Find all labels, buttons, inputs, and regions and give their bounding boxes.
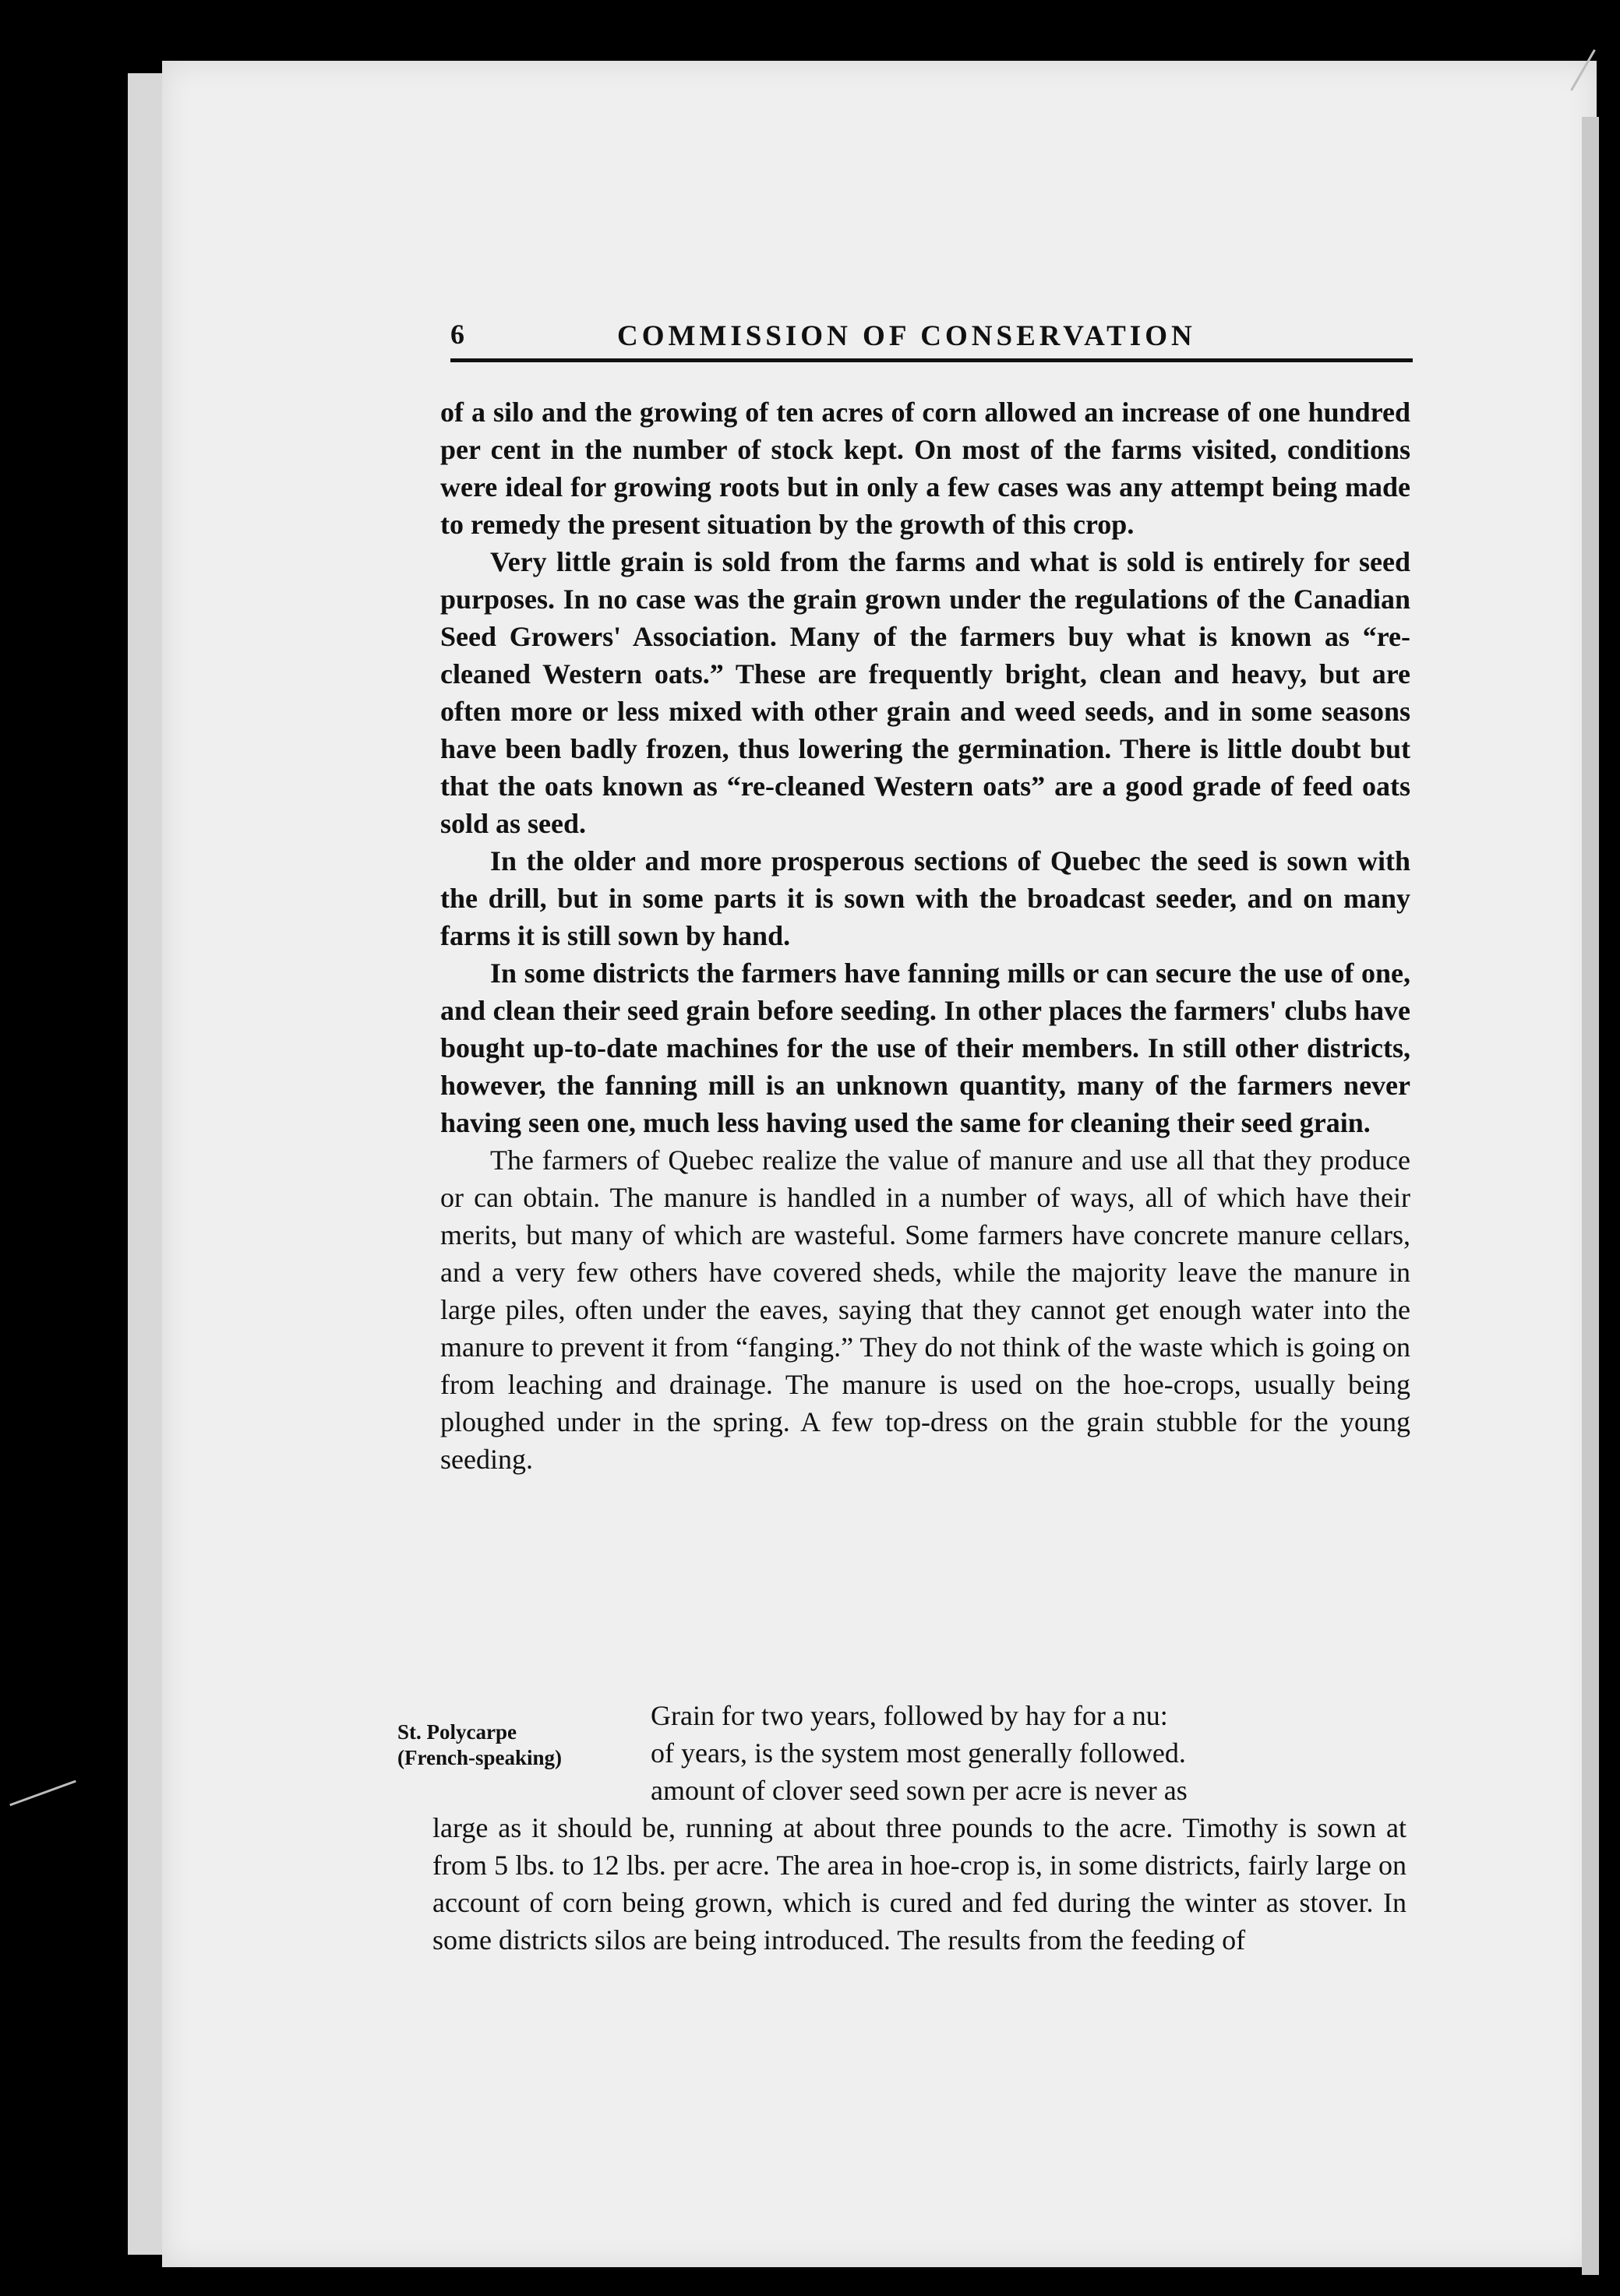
page-edge-left: [128, 73, 165, 2255]
paragraph: In some districts the farmers have fanning mills or can secure the use of one, and clean their seed grain before seeding. In other places the farmers' clubs have bought up-to-date machines for the use of their members. In still other districts, however, the fanning mill is an unknown quantity, many of the farmers never having seen one, much less having used the same for cleaning their seed grain.: [440, 958, 1410, 1138]
page-number: 6: [450, 319, 464, 350]
final-paragraph-line: Grain for two years, followed by hay for a nu:: [651, 1700, 1168, 1731]
paragraph: The farmers of Quebec realize the value of manure and use all that they produce or can obtain. The manure is handled in a number of ways, all of which have their merits, but many of which are wasteful. Some farmers have concrete manure cellars, and a very few others have covered sheds, while the majority leave the manure in large piles, often under the eaves, saying that they cannot get enough water into the manure to prevent it from “fanging.” They do not think of the waste which is going on from leaching and drainage. The manure is used on the hoe-crops, usually being ploughed under in the spring. A few top-dress on the grain stubble for the young seeding.: [440, 1144, 1410, 1475]
paragraph: Very little grain is sold from the farms and what is sold is entirely for seed purposes. In no case was the grain grown under the regulations of the Canadian Seed Growers' Association. Many of the farmers buy what is known as “re-cleaned Western oats.” These are frequently bright, clean and heavy, but are often more or less mixed with other grain and weed seeds, and in some seasons have been badly frozen, thus lowering the germination. There is little doubt but that the oats known as “re-cleaned Western oats” are a good grade of feed oats sold as seed.: [440, 546, 1410, 839]
final-paragraph-rest: large as it should be, running at about three pounds to the acre. Timothy is sown at from 5 lbs. to 12 lbs. per acre. The area in hoe-crop is, in some districts, fairly large on account of corn being grown, which is cured and fed during the winter as stover. In some districts silos are being introduced. The results from the feeding of: [432, 1812, 1406, 1956]
final-paragraph: [432, 1697, 1406, 1959]
margin-note-place: St. Polycarpe: [397, 1720, 517, 1744]
page-edge-right: [1582, 117, 1599, 2275]
running-header: [450, 312, 1413, 362]
scan-mark-left: [9, 1780, 76, 1807]
running-title: COMMISSION OF CONSERVATION: [617, 320, 1196, 352]
body-text: [440, 393, 1410, 1478]
final-paragraph-line: amount of clover seed sown per acre is never as: [651, 1775, 1188, 1806]
paragraph: In the older and more prosperous sections of Quebec the seed is sown with the drill, but in some parts it is sown with the broadcast seeder, and on many farms it is still sown by hand.: [440, 845, 1410, 951]
final-paragraph-line: of years, is the system most generally followed.: [651, 1737, 1186, 1769]
margin-note-language: (French-speaking): [397, 1746, 563, 1769]
paragraph: of a silo and the growing of ten acres of corn allowed an increase of one hundred per cent in the number of stock kept. On most of the farms visited, conditions were ideal for growing roots but in only a few cases was any attempt being made to remedy the present situation by the growth of this crop.: [440, 397, 1410, 540]
